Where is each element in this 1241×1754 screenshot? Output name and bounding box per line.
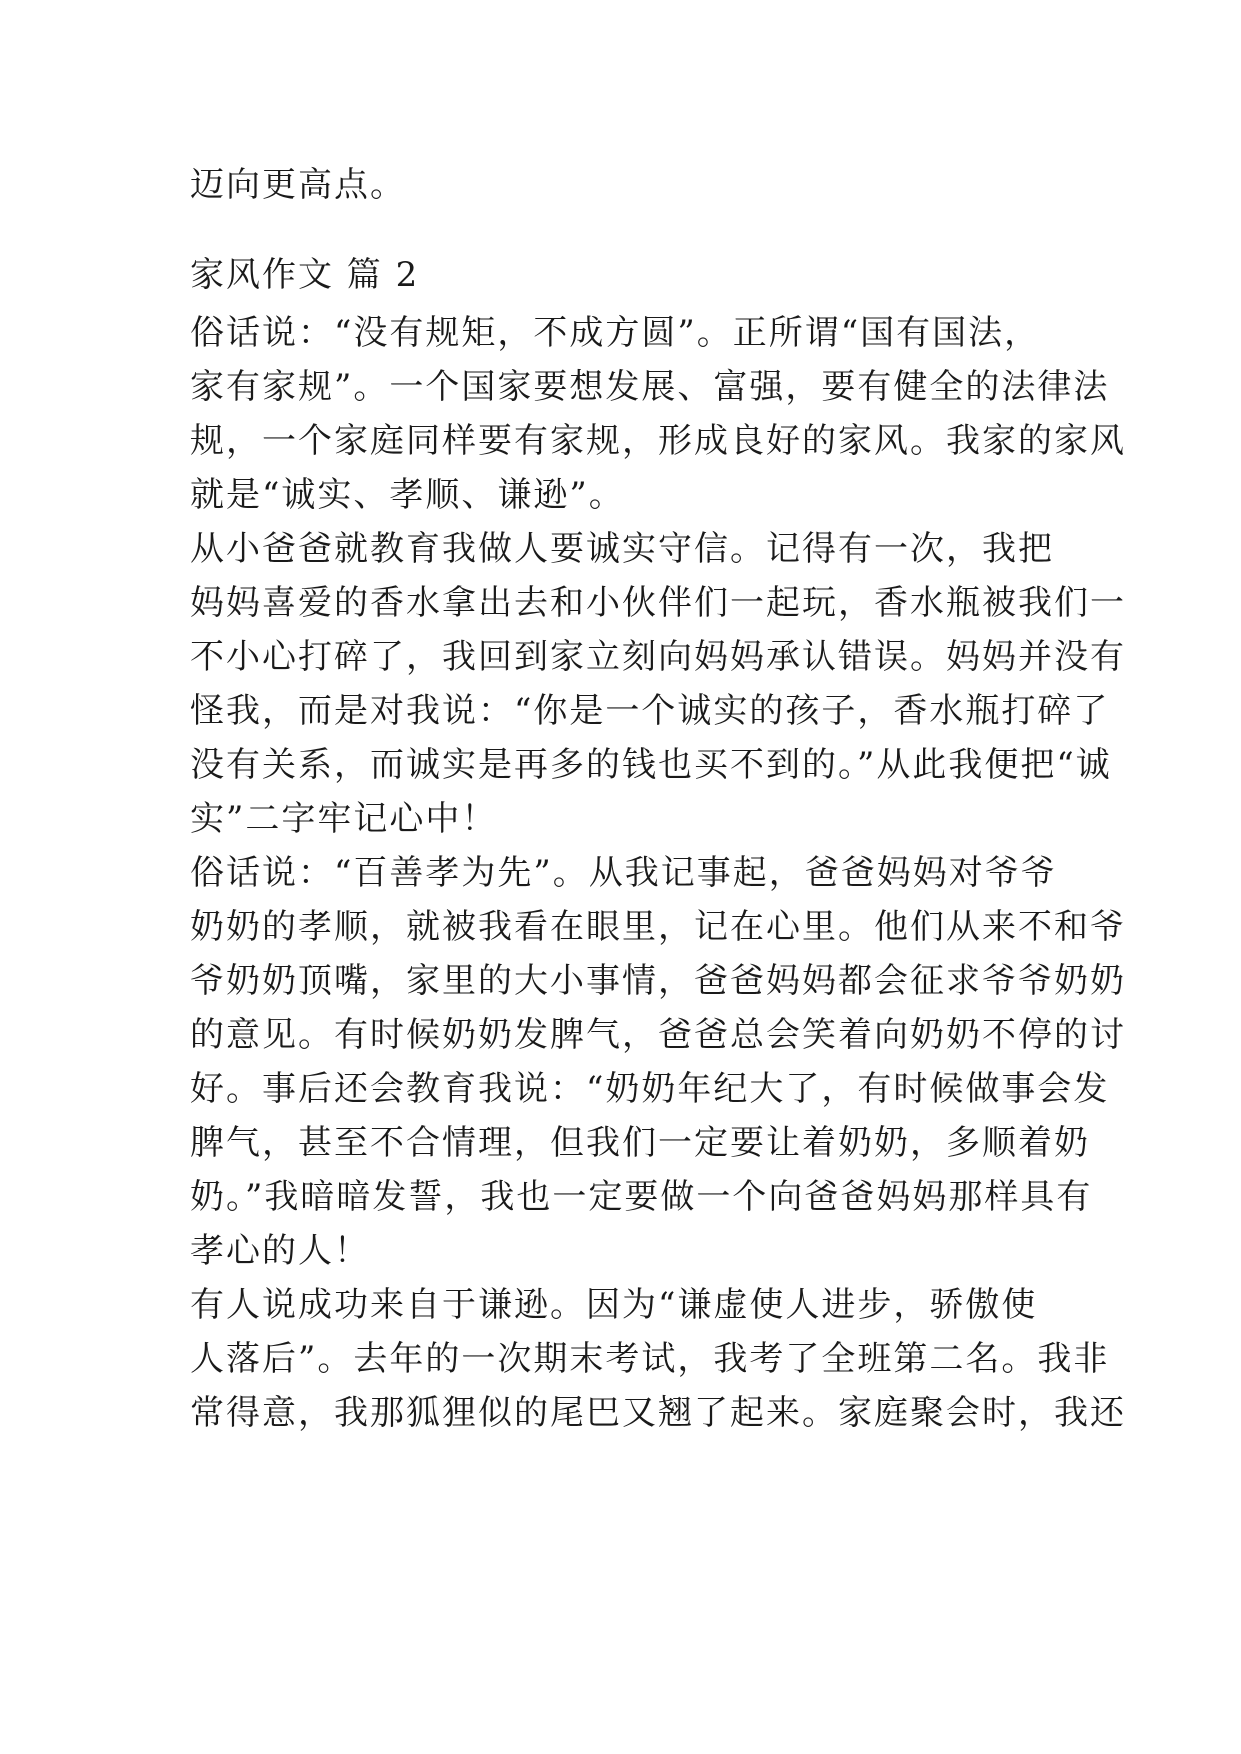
text-line: 家有家规”。一个国家要想发展、富强，要有健全的法律法 (190, 367, 1110, 407)
text-line: 从小爸爸就教育我做人要诚实守信。记得有一次，我把 (190, 529, 1054, 569)
text-line: 没有关系，而诚实是再多的钱也买不到的。”从此我便把“诚 (190, 745, 1112, 785)
text-line: 怪我，而是对我说：“你是一个诚实的孩子，香水瓶打碎了 (190, 691, 1110, 731)
text-line: 实”二字牢记心中！ (190, 799, 498, 839)
section-heading: 家风作文 篇 2 (190, 255, 420, 295)
text-line: 妈妈喜爱的香水拿出去和小伙伴们一起玩，香水瓶被我们一 (190, 583, 1126, 623)
text-line: 有人说成功来自于谦逊。因为“谦虚使人进步，骄傲使 (190, 1285, 1038, 1325)
text-line: 奶奶的孝顺，就被我看在眼里，记在心里。他们从来不和爷 (190, 907, 1126, 947)
text-line: 爷奶奶顶嘴，家里的大小事情，爸爸妈妈都会征求爷爷奶奶 (190, 961, 1126, 1001)
text-line: 脾气，甚至不合情理，但我们一定要让着奶奶，多顺着奶 (190, 1123, 1090, 1163)
text-line: 迈向更高点。 (190, 165, 406, 205)
text-line: 俗话说：“百善孝为先”。从我记事起，爸爸妈妈对爷爷 (190, 853, 1057, 893)
text-line: 的意见。有时候奶奶发脾气，爸爸总会笑着向奶奶不停的讨 (190, 1015, 1126, 1055)
text-line: 好。事后还会教育我说：“奶奶年纪大了，有时候做事会发 (190, 1069, 1110, 1109)
text-line: 规，一个家庭同样要有家规，形成良好的家风。我家的家风 (190, 421, 1126, 461)
text-line: 孝心的人！ (190, 1231, 370, 1271)
text-line: 常得意，我那狐狸似的尾巴又翘了起来。家庭聚会时，我还 (190, 1393, 1126, 1433)
text-line: 就是“诚实、孝顺、谦逊”。 (190, 475, 625, 515)
text-line: 俗话说：“没有规矩，不成方圆”。正所谓“国有国法， (190, 313, 1041, 353)
text-line: 奶。”我暗暗发誓，我也一定要做一个向爸爸妈妈那样具有 (190, 1177, 1093, 1217)
text-line: 不小心打碎了，我回到家立刻向妈妈承认错误。妈妈并没有 (190, 637, 1126, 677)
text-line: 人落后”。去年的一次期末考试，我考了全班第二名。我非 (190, 1339, 1110, 1379)
